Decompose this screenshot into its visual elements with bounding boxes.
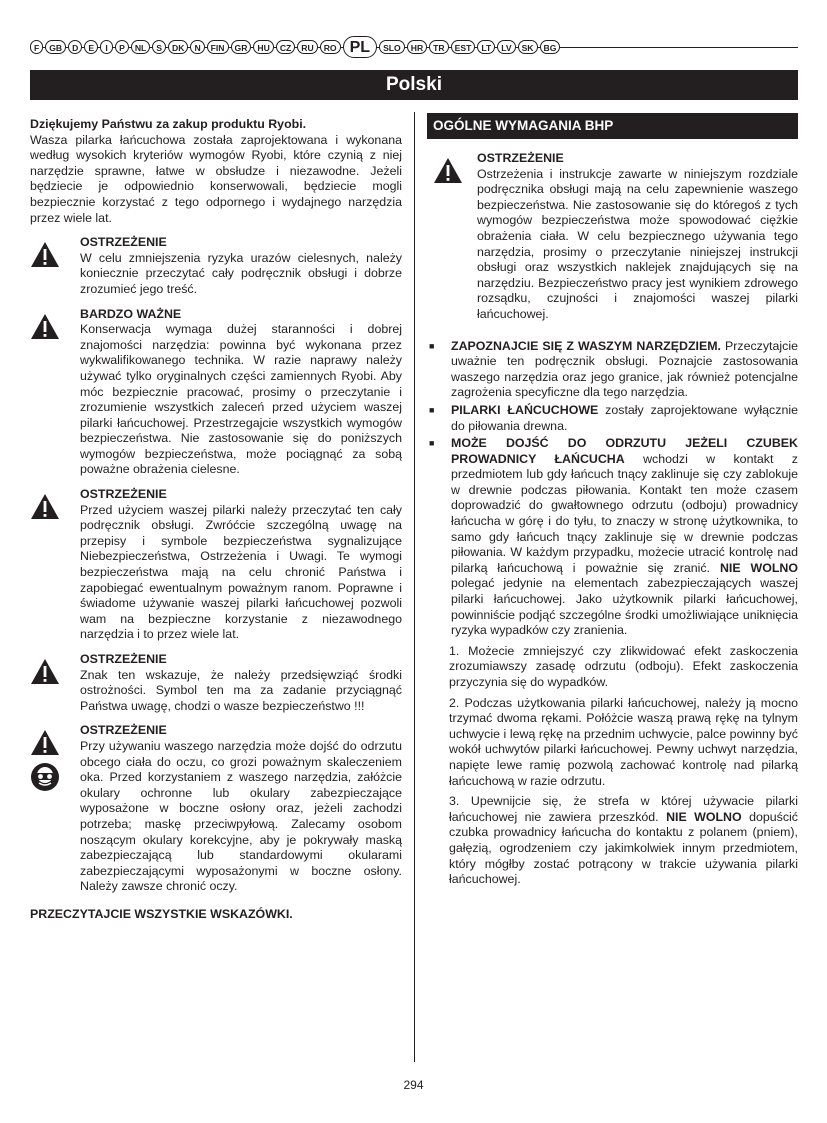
warning-text: Przed użyciem waszej pilarki należy przeczytać ten cały podręcznik obsługi. Zwróćcie szczególną uwagę na przepisy i symbole bezpieczeństwa sygnalizujące Niebezpieczeństwa, Ostrzeżenia i Uwagi. Te wymogi bezpieczeństwa mają na celu chronić Państwa i zapobiegać ewentualnym poważnym ranom. Poprawne i świadome używanie waszej pilarki łańcuchowej pozwoli wam na bezpieczne korzystanie z niezawodnego narzędzia i to przez wiele lat. xyxy=(80,502,402,642)
warning-triangle-icon xyxy=(30,658,60,685)
warning-block xyxy=(30,235,402,297)
warning-text: Ostrzeżenia i instrukcje zawarte w niniejszym rozdziale podręcznika obsługi mają na celu zapewnienie waszego bezpieczeństwa. Nie zastosowanie się do któregoś z tych wymogów bezpieczeństwa może spowodować ciężkie obrażenia ciała. W celu bezpiecznego używania tego narzędzia, prosimy o przeczytanie niniejszej instrukcji obsługi oraz wszystkich naklejek znajdujących się na narzędziu. Bezpieczeństwo pracy jest wynikiem zdrowego rozsądku, czujności i znajomości waszej pilarki łańcuchowej. xyxy=(477,166,798,321)
warning-text: W celu zmniejszenia ryzyka urazów cielesnych, należy koniecznie przeczytać cały podręcznik obsługi i dobrze zrozumieć jego treść. xyxy=(80,250,402,296)
language-p: P xyxy=(115,40,129,54)
numbered-item: 2. Podczas użytkowania pilarki łańcuchowej, należy ją mocno trzymać dwoma rękami. Połóżcie waszą prawą rękę na tylnym uchwycie i lewą rękę na przednim uchwycie, palce powinny być wokół uchwytów pilarki łańcuchowej. Pewny uchwyt narzędzia, napięte lewe ramię pozwolą zachować kontrolę nad pilarką łańcuchową w razie odrzutu. xyxy=(449,695,798,788)
warning-text: Konserwacja wymaga dużej staranności i dobrej znajomości narzędzia: powinna być wykonana przez wykwalifikowanego technika. W razie naprawy należy używać tylko oryginalnych części zamiennych Ryobi. Aby móc bezpiecznie pracować, prosimy o przeczytanie i zrozumienie wszystkich zaleceń przed użyciem waszej pilarki łańcuchowej. Przestrzegajcie wszystkich wymogów bezpieczeństwa. Nie zastosowanie się do poniższych wymogów bezpieczeństwa, może pociągnąć za sobą poważne obrażenia cielesne. xyxy=(80,322,402,477)
warning-title: OSTRZEŻENIE xyxy=(80,235,167,250)
warning-triangle-icon xyxy=(30,729,60,756)
warning-title: BARDZO WAŻNE xyxy=(80,306,182,321)
list-item xyxy=(427,339,798,401)
language-hr: HR xyxy=(407,40,427,54)
language-d: D xyxy=(68,40,82,54)
warning-triangle-icon xyxy=(433,157,463,184)
language-dk: DK xyxy=(168,40,188,54)
thanks-heading: Dziękujemy Państwu za zakup produktu Ryobi. xyxy=(30,117,307,131)
section-title: OGÓLNE WYMAGANIA BHP xyxy=(427,113,798,139)
numbered-item: 1. Możecie zmniejszyć czy zlikwidować efekt zaskoczenia zrozumiawszy zasadę odrzutu (odboju). Efekt zaskoczenia przyczynia się do wypadków. xyxy=(449,643,798,689)
bullet-square-icon: ■ xyxy=(429,438,435,449)
language-sk: SK xyxy=(518,40,538,54)
warning-triangle-icon xyxy=(30,493,60,520)
bullet-heading: MOŻE DOJŚĆ DO ODRZUTU JEŻELI CZUBEK PROWADNICY ŁAŃCUCHA xyxy=(451,436,798,466)
language-slo: SLO xyxy=(379,40,405,54)
numbered-text: 3. Upewnijcie się, że strefa w której używacie pilarki łańcuchowej nie zawiera przeszkód. xyxy=(449,794,798,824)
list-item xyxy=(427,436,798,639)
language-lt: LT xyxy=(477,40,495,54)
language-bg: BG xyxy=(540,40,561,54)
language-bar xyxy=(30,38,798,56)
warning-text: Przy używaniu waszego narzędzia może dojść do odrzutu obcego ciała do oczu, co grozi poważnym skaleczeniem oka. Przed korzystaniem z waszego narzędzia, załóżcie okulary ochronne lub okulary zabezpieczające wyposażone w boczne osłony oraz, jeżeli zachodzi potrzeba; maskę przeciwpyłową. Zalecamy osobom noszącym okulary korekcyjne, aby je pokrywały maską zabezpieczającą lub standardowymi okularami zabezpieczającymi wyposażonymi w boczne osłony. Należy zawsze chronić oczy. xyxy=(80,738,402,894)
warning-block xyxy=(30,652,402,714)
language-nl: NL xyxy=(131,40,150,54)
bullet-text: Przeczytajcie uważnie ten podręcznik obsługi. Poznajcie zastosowania waszego narzędzia oraz jego granice, jak również potencjalne zagrożenia specyficzne dla tego narzędzia. xyxy=(451,338,798,400)
warning-triangle-icon xyxy=(30,241,60,268)
warning-block xyxy=(30,307,402,479)
language-ro: RO xyxy=(320,40,341,54)
page-number: 294 xyxy=(403,1078,424,1092)
bullet-heading: ZAPOZNAJCIE SIĘ Z WASZYM NARZĘDZIEM. xyxy=(451,338,721,353)
warning-title: OSTRZEŻENIE xyxy=(477,151,564,165)
language-tr: TR xyxy=(429,40,448,54)
bullet-text: polegać jedynie na elementach zabezpieczających waszej pilarki łańcuchowej. Jako użytkownik pilarki łańcuchowej, powinniście podjąć szczególne środki umożliwiające uniknięcia ryzyka wypadków czy zranienia. xyxy=(451,576,798,638)
warning-text: Znak ten wskazuje, że należy przedsięwziąć środki ostrożności. Symbol ten ma za zadanie przyciągnąć Państwa uwagę, chodzi o wasze bezpieczeństwo !!! xyxy=(80,667,402,713)
language-i: I xyxy=(100,40,113,54)
emphasis: NIE WOLNO xyxy=(719,560,799,575)
bullet-heading: PILARKI ŁAŃCUCHOWE xyxy=(451,402,599,417)
language-s: S xyxy=(152,40,166,54)
bullet-text: zostały zaprojektowane wyłącznie do piłowania drewna. xyxy=(451,402,798,433)
warning-triangle-icon xyxy=(30,313,60,340)
language-gb: GB xyxy=(45,40,66,54)
read-all-instructions: PRZECZYTAJCIE WSZYSTKIE WSKAZÓWKI. xyxy=(30,906,293,921)
warning-title: OSTRZEŻENIE xyxy=(80,652,167,666)
language-e: E xyxy=(84,40,98,54)
language-cz: CZ xyxy=(276,40,295,54)
language-ru: RU xyxy=(297,40,317,54)
language-hu: HU xyxy=(253,40,273,54)
bullet-square-icon: ■ xyxy=(429,404,435,415)
safety-bullets xyxy=(427,339,798,888)
page-title: Polski xyxy=(30,70,798,100)
column-divider xyxy=(414,112,415,1062)
bullet-text: wchodzi w kontakt z przedmiotem lub gdy łańcuch tnący zaklinuje się czy zablokuje w drewnie podczas piłowania. Kontakt ten może czasem doprowadzić do gwałtownego odrzutu (odboju) prowadnicy łańcucha w górę i do tyłu, to znaczy w stronę użytkownika, to samo gdy łańcuch tnący zaklinuje się w drewnie podczas piłowania. W każdym przypadku, możecie utracić kontrolę nad pilarką łańcuchową i poważnie się zranić. xyxy=(451,451,798,575)
numbered-item xyxy=(449,794,798,888)
language-lv: LV xyxy=(497,40,515,54)
right-column xyxy=(427,113,798,888)
warning-block xyxy=(30,487,402,643)
warning-title: OSTRZEŻENIE xyxy=(80,487,167,502)
left-column xyxy=(30,117,402,923)
eye-protection-icon xyxy=(30,762,60,792)
language-f: F xyxy=(30,40,43,54)
warning-block xyxy=(30,723,402,895)
language-fin: FIN xyxy=(207,40,229,54)
warning-block xyxy=(427,151,798,323)
language-n: N xyxy=(190,40,204,54)
list-item xyxy=(427,403,798,434)
bullet-square-icon: ■ xyxy=(429,340,435,351)
language-gr: GR xyxy=(231,40,252,54)
warning-title: OSTRZEŻENIE xyxy=(80,723,167,738)
language-pl: PL xyxy=(343,36,377,58)
intro-paragraph: Wasza pilarka łańcuchowa została zaprojektowana i wykonana według wysokich kryteriów wymogów Ryobi, które czynią z niej narzędzie sprawne, łatwe w obsłudze i niezawodne. Jeżeli będziecie je odpowiednio konserwowali, będziecie mogli bezpiecznie korzystać z tego odpornego i wydajnego narzędzia przez wiele lat. xyxy=(30,132,402,225)
numbered-text: dopuścić czubka prowadnicy łańcucha do kontaktu z polanem (pniem), gałęzią, ogrodzeniem czy jakimkolwiek innym przedmiotem, który mógłby zostać potrącony w trakcie używania pilarki łańcuchowej. xyxy=(449,809,798,887)
language-est: EST xyxy=(451,40,476,54)
emphasis: NIE WOLNO xyxy=(666,809,742,824)
